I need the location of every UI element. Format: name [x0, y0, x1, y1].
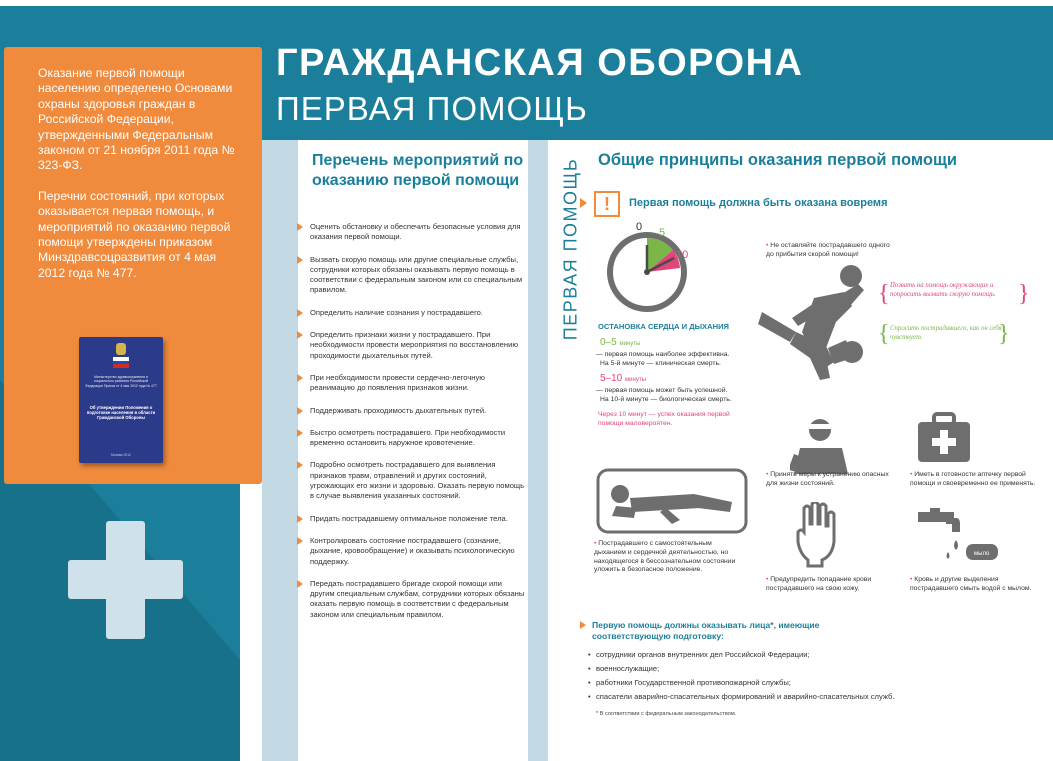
brace-icon: } [998, 321, 1010, 347]
range-green-line-2: На 5-й минуте — клиническая смерть. [600, 360, 721, 367]
book-city: Москва 2012 [110, 453, 132, 457]
late-line-2: помощи маловероятен. [598, 420, 673, 427]
wash-text: Кровь и другие выделения пострадавшего смыть водой с мылом. [910, 576, 1032, 592]
cardiac-arrest-title: ОСТАНОВКА СЕРДЦА И ДЫХАНИЯ [598, 322, 729, 331]
clock-label-0: 0 [636, 221, 643, 233]
brace-icon: { [878, 281, 890, 307]
clock-icon [597, 220, 697, 320]
alert-title: Первая помощь должна быть оказана вовремя [629, 197, 888, 209]
footnote: * В соответствии с федеральным законодательством. [596, 711, 737, 717]
call-help-note: Позвать на помощь окружающих и попросить вызвать скорую помощь. [890, 282, 996, 298]
late-line-1: Через 10 минут — успех оказания первой [598, 411, 730, 418]
principles-title: Общие принципы оказания первой помощи [598, 151, 958, 169]
arrow-icon [580, 198, 587, 208]
recovery-position-icon [596, 468, 748, 534]
list-item: Придать пострадавшему оптимальное положение тела. [303, 514, 527, 524]
clock-label-10: 10 [676, 249, 689, 261]
exclamation-icon: ! [594, 191, 620, 217]
page-title: ГРАЖДАНСКАЯ ОБОРОНА [276, 42, 804, 84]
first-aid-kit-text: Иметь в готовности аптечку первой помощи и своевременно ее применять. [910, 471, 1036, 487]
range-red-line-1: — первая помощь может быть успешной. [596, 387, 728, 394]
list-item: При необходимости провести сердечно-легочную реанимацию до появления признаков жизни. [303, 373, 527, 394]
intro-text [38, 66, 238, 296]
coat-of-arms-icon [116, 343, 126, 355]
soap-label: мыло [974, 551, 990, 557]
range-green-unit: минуты [619, 341, 641, 347]
range-green-line-1: — первая помощь наиболее эффективна. [596, 351, 730, 358]
list-item: • военнослужащие; [588, 662, 894, 676]
dont-leave-note: • Не оставляйте пострадавшего одного до прибытия скорой помощи! [766, 242, 890, 258]
list-item: Определить наличие сознания у пострадавшего. [303, 308, 527, 318]
range-red [600, 373, 646, 384]
injured-person-icon [790, 418, 860, 474]
list-item: Поддерживать проходимость дыхательных путей. [303, 406, 527, 416]
book-ministry-text: Министерство здравоохранения и социального развития Российской Федерации Приказ от 4 мая 2012 года № 477 [85, 375, 157, 388]
rescuer-icon [756, 262, 876, 384]
divider-bar-left [262, 140, 298, 761]
brace-icon: { [878, 321, 890, 347]
gloves-text: Предупредить попадание крови пострадавшего на свою кожу. [766, 576, 872, 592]
glove-icon [796, 502, 836, 568]
regulation-book [79, 337, 163, 463]
faucet-icon [916, 508, 1000, 570]
range-red-line-2: На 10-й минуте — биологическая смерть. [600, 396, 732, 403]
range-red-unit: минуты [625, 377, 646, 383]
measures-title: Перечень мероприятий по оказанию первой помощи [312, 152, 524, 189]
list-item: • работники Государственной противопожарной службы; [588, 676, 894, 690]
vertical-label [554, 149, 588, 349]
list-item: • сотрудники органов внутренних дел Российской Федерации; [588, 648, 894, 662]
gloves-note: • Предупредить попадание крови пострадавшего на свою кожу. [766, 576, 872, 592]
list-item: Вызвать скорую помощь или другие специальные службы, сотрудники которых обязаны оказывать первую помощь в соответствии с федеральным законом или со специальным правилом. [303, 255, 527, 296]
divider-bar-right [528, 140, 548, 761]
list-item: Подробно осмотреть пострадавшего для выявления признаков травм, отравлений и других состояний, угрожающих его жизни и здоровью. Оказать первую помощь в случае выявления указанных состояний. [303, 460, 527, 501]
providers-list [588, 648, 894, 704]
vertical-label-text: ПЕРВАЯ ПОМОЩЬ [560, 157, 581, 341]
first-aid-kit-icon [916, 412, 972, 464]
list-item: Передать пострадавшего бригаде скорой помощи или другим специальным службам, сотрудники которых обязаны оказать первую помощь в соответствии с федеральным законом или специальным правилом. [303, 579, 527, 620]
dont-leave-text: Не оставляйте пострадавшего одного до прибытия скорой помощи! [766, 242, 890, 258]
clock-label-5: 5 [659, 227, 666, 239]
ask-feeling-note: Спросить пострадавшего, как он себя чувствует. [890, 325, 1002, 341]
providers-title: Первую помощь должны оказывать лица*, имеющие соответствующую подготовку: [592, 620, 820, 641]
wash-note: • Кровь и другие выделения пострадавшего смыть водой с мылом. [910, 576, 1032, 592]
recovery-position-text: Пострадавшего с самостоятельным дыханием и сердечной деятельностью, но находящегося в бессознательном состоянии уложить в безопасное положение. [594, 540, 736, 574]
range-green [600, 337, 640, 348]
measures-list [303, 222, 527, 632]
remove-threat-text: Принять меры к устранению опасных для жизни состояний. [766, 471, 889, 487]
intro-paragraph-2: Перечни состояний, при которых оказывается первая помощь, и мероприятий по оказанию первой помощи утверждены приказом Минздравсоцразвития от 4 мая 2012 года № 477. [38, 188, 231, 280]
brace-icon: } [1018, 281, 1030, 307]
medical-cross-bar [68, 560, 183, 599]
list-item: Быстро осмотреть пострадавшего. При необходимости временно остановить наружное кровотечение. [303, 428, 527, 449]
first-aid-kit-note: • Иметь в готовности аптечку первой помощи и своевременно ее применять. [910, 471, 1036, 487]
arrow-icon [580, 621, 586, 629]
list-item: Контролировать состояние пострадавшего (сознание, дыхание, кровообращение) и оказывать психологическую поддержку. [303, 536, 527, 567]
list-item: Определить признаки жизни у пострадавшего. При необходимости провести мероприятия по восстановлению проходимости дыхательных путей. [303, 330, 527, 361]
book-title: Об утверждении Положения о подготовке населения в области Гражданской Обороны [86, 405, 156, 420]
page-subtitle: ПЕРВАЯ ПОМОЩЬ [276, 90, 588, 127]
intro-paragraph-1: Оказание первой помощи населению определено Основами охраны здоровья граждан в Российской Федерации, утвержденными Федеральным законом от 21 ноября 2011 года № 323-ФЗ. [38, 66, 235, 173]
remove-threat-note: • Принять меры к устранению опасных для жизни состояний. [766, 471, 889, 487]
list-item: Оценить обстановку и обеспечить безопасные условия для оказания первой помощи. [303, 222, 527, 243]
recovery-position-note: • Пострадавшего с самостоятельным дыханием и сердечной деятельностью, но находящегося в бессознательном состоянии уложить в безопасное положение. [594, 540, 736, 574]
range-red-value: 5–10 [600, 373, 623, 384]
range-green-value: 0–5 [600, 337, 617, 348]
list-item: • спасатели аварийно-спасательных формирований и аварийно-спасательных служб. [588, 690, 894, 704]
russian-flag-icon [113, 357, 129, 368]
